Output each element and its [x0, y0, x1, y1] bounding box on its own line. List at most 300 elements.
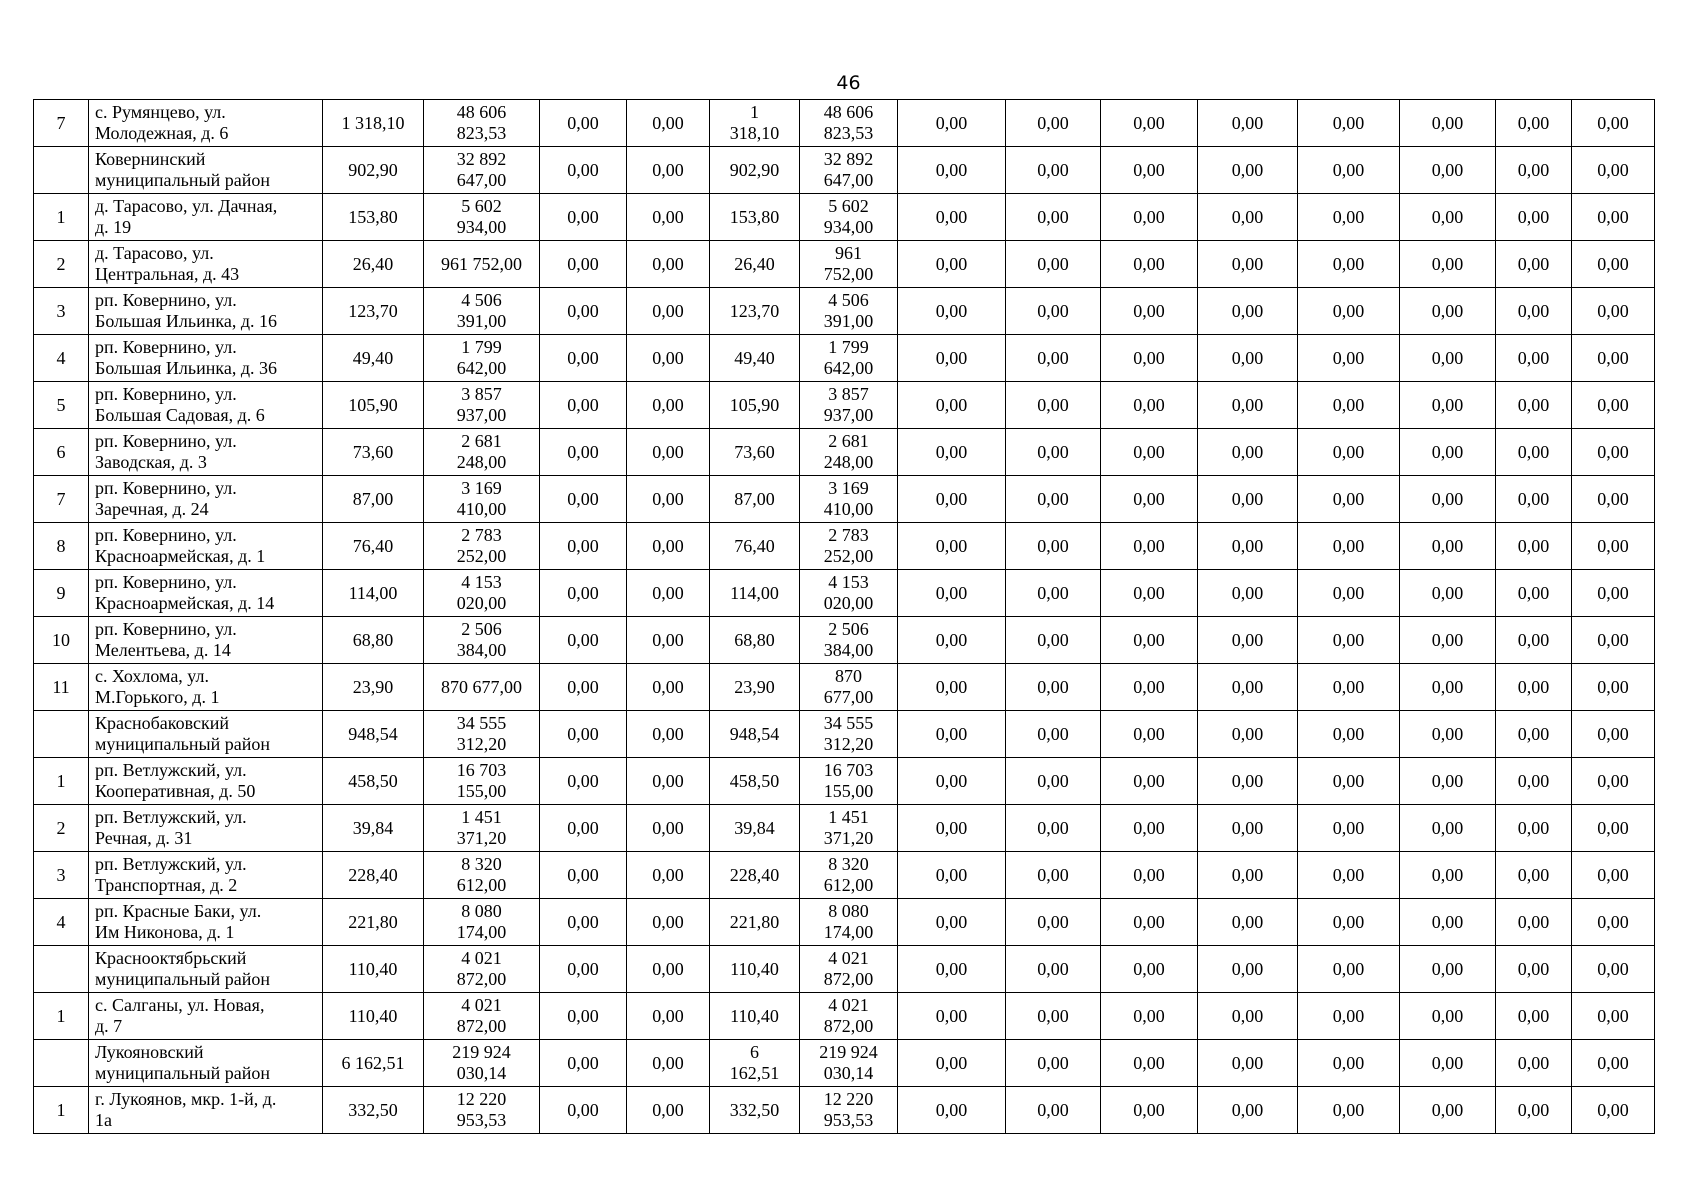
cell-line: 4 153	[828, 572, 869, 592]
address-cell	[89, 617, 323, 664]
cell-line: 12 220	[456, 1089, 507, 1109]
value-cell: 0,00	[1400, 852, 1496, 899]
cell-line: 020,00	[456, 593, 507, 613]
value-cell: 0,00	[540, 523, 627, 570]
cell-line: 73,60	[352, 441, 394, 462]
cell-line: 155,00	[823, 781, 874, 801]
area-cell	[710, 758, 800, 805]
cell-line: 248,00	[456, 452, 507, 472]
value-cell: 0,00	[1298, 899, 1400, 946]
value-cell: 0,00	[1572, 664, 1655, 711]
cell-line: 384,00	[823, 640, 874, 660]
value-cell: 0,00	[1400, 899, 1496, 946]
cell-line: рп. Ветлужский, ул.	[95, 854, 247, 874]
address-cell	[89, 664, 323, 711]
cell-line: 391,00	[823, 311, 874, 331]
value-cell: 0,00	[1496, 758, 1572, 805]
value-cell: 0,00	[898, 1087, 1006, 1134]
cell-line: с. Румянцево, ул.	[95, 102, 226, 122]
cost-cell	[800, 758, 898, 805]
value-cell: 0,00	[1298, 1040, 1400, 1087]
value-cell: 0,00	[1101, 570, 1198, 617]
value-cell: 0,00	[1198, 711, 1298, 758]
value-cell: 0,00	[540, 805, 627, 852]
row-number-cell: 6	[34, 429, 89, 476]
value-cell: 0,00	[898, 993, 1006, 1040]
address-cell	[89, 993, 323, 1040]
value-cell: 0,00	[1496, 899, 1572, 946]
cell-line: 458,50	[729, 770, 780, 791]
row-number-cell: 4	[34, 899, 89, 946]
table-row	[34, 758, 1655, 805]
cell-line: 872,00	[823, 969, 874, 989]
area-cell	[323, 476, 424, 523]
area-cell	[323, 570, 424, 617]
value-cell: 0,00	[540, 993, 627, 1040]
table-row	[34, 664, 1655, 711]
table-row	[34, 147, 1655, 194]
row-number-cell: 2	[34, 805, 89, 852]
cell-line: 252,00	[456, 546, 507, 566]
cell-line: г. Лукоянов, мкр. 1-й, д.	[95, 1089, 277, 1109]
cost-cell	[424, 664, 540, 711]
area-cell	[323, 523, 424, 570]
value-cell: 0,00	[1198, 852, 1298, 899]
cell-line: 312,20	[456, 734, 507, 754]
address-cell	[89, 147, 323, 194]
value-cell: 0,00	[1496, 993, 1572, 1040]
cell-line: 16 703	[823, 760, 874, 780]
value-cell: 0,00	[898, 899, 1006, 946]
cell-line: 1 799	[461, 337, 502, 357]
data-table	[33, 99, 1655, 1134]
value-cell: 0,00	[898, 946, 1006, 993]
cell-line: 4 021	[828, 995, 869, 1015]
row-number-cell: 5	[34, 382, 89, 429]
cell-line: 2 681	[461, 431, 502, 451]
value-cell: 0,00	[1572, 100, 1655, 147]
value-cell: 0,00	[627, 476, 710, 523]
cell-line: 39,84	[734, 817, 775, 838]
value-cell: 0,00	[1298, 664, 1400, 711]
value-cell: 0,00	[540, 758, 627, 805]
cost-cell	[800, 664, 898, 711]
row-number-cell: 7	[34, 476, 89, 523]
value-cell: 0,00	[540, 147, 627, 194]
value-cell: 0,00	[540, 288, 627, 335]
cell-line: 612,00	[823, 875, 874, 895]
cell-line: рп. Ветлужский, ул.	[95, 760, 247, 780]
value-cell: 0,00	[1572, 852, 1655, 899]
value-cell: 0,00	[1101, 946, 1198, 993]
cell-line: 153,80	[729, 206, 780, 227]
area-cell	[323, 429, 424, 476]
cost-cell	[424, 993, 540, 1040]
value-cell: 0,00	[1572, 147, 1655, 194]
table-row	[34, 570, 1655, 617]
value-cell: 0,00	[1101, 194, 1198, 241]
row-number-cell: 1	[34, 758, 89, 805]
cell-line: 332,50	[348, 1099, 398, 1120]
value-cell: 0,00	[627, 1087, 710, 1134]
cell-line: 105,90	[729, 394, 780, 415]
value-cell: 0,00	[898, 523, 1006, 570]
cell-line: 937,00	[456, 405, 507, 425]
value-cell: 0,00	[1400, 100, 1496, 147]
value-cell: 0,00	[1400, 1040, 1496, 1087]
cell-line: 2 783	[828, 525, 869, 545]
value-cell: 0,00	[1298, 335, 1400, 382]
area-cell	[710, 1040, 800, 1087]
cell-line: 162,51	[729, 1063, 780, 1083]
value-cell: 0,00	[1572, 1040, 1655, 1087]
area-cell	[323, 993, 424, 1040]
value-cell: 0,00	[1006, 664, 1101, 711]
value-cell: 0,00	[627, 335, 710, 382]
value-cell: 0,00	[898, 711, 1006, 758]
value-cell: 0,00	[1496, 523, 1572, 570]
cost-cell	[424, 852, 540, 899]
value-cell: 0,00	[540, 335, 627, 382]
cell-line: 114,00	[348, 582, 398, 603]
row-number-cell: 1	[34, 1087, 89, 1134]
cost-cell	[800, 1087, 898, 1134]
cell-line: М.Горького, д. 1	[95, 687, 220, 707]
cell-line: 123,70	[729, 300, 780, 321]
table-row	[34, 993, 1655, 1040]
cost-cell	[424, 1040, 540, 1087]
cell-line: 020,00	[823, 593, 874, 613]
value-cell: 0,00	[898, 758, 1006, 805]
cell-line: Мелентьева, д. 14	[95, 640, 231, 660]
cell-line: рп. Ковернино, ул.	[95, 525, 237, 545]
table-row	[34, 476, 1655, 523]
value-cell: 0,00	[1006, 523, 1101, 570]
value-cell: 0,00	[627, 993, 710, 1040]
value-cell: 0,00	[1572, 946, 1655, 993]
value-cell: 0,00	[1198, 617, 1298, 664]
value-cell: 0,00	[1006, 711, 1101, 758]
value-cell: 0,00	[1198, 429, 1298, 476]
value-cell: 0,00	[1198, 523, 1298, 570]
row-number-cell: 3	[34, 852, 89, 899]
value-cell: 0,00	[1101, 429, 1198, 476]
cell-line: 123,70	[348, 300, 398, 321]
area-cell	[710, 429, 800, 476]
cost-cell	[424, 570, 540, 617]
address-cell	[89, 476, 323, 523]
cell-line: Центральная, д. 43	[95, 264, 240, 284]
address-cell	[89, 335, 323, 382]
row-number-cell: 2	[34, 241, 89, 288]
cell-line: рп. Ковернино, ул.	[95, 478, 237, 498]
cell-line: Молодежная, д. 6	[95, 123, 229, 143]
area-cell	[323, 241, 424, 288]
area-cell	[710, 1087, 800, 1134]
cell-line: Заречная, д. 24	[95, 499, 209, 519]
cell-line: рп. Ветлужский, ул.	[95, 807, 247, 827]
cost-cell	[424, 476, 540, 523]
cell-line: 4 153	[461, 572, 502, 592]
cost-cell	[800, 241, 898, 288]
value-cell: 0,00	[1572, 335, 1655, 382]
value-cell: 0,00	[1298, 617, 1400, 664]
value-cell: 0,00	[1198, 993, 1298, 1040]
cell-line: 4 021	[828, 948, 869, 968]
value-cell: 0,00	[540, 429, 627, 476]
address-cell	[89, 1040, 323, 1087]
cell-line: 872,00	[823, 1016, 874, 1036]
cell-line: 68,80	[352, 629, 394, 650]
value-cell: 0,00	[540, 1087, 627, 1134]
cell-line: 228,40	[729, 864, 780, 885]
cell-line: 23,90	[352, 676, 394, 697]
value-cell: 0,00	[1298, 993, 1400, 1040]
cell-line: Краснобаковский	[95, 713, 229, 733]
cost-cell	[800, 335, 898, 382]
cell-line: 32 892	[823, 149, 874, 169]
row-number-cell: 4	[34, 335, 89, 382]
value-cell: 0,00	[1101, 1040, 1198, 1087]
cell-line: 2 506	[828, 619, 869, 639]
cell-line: 823,53	[823, 123, 874, 143]
value-cell: 0,00	[627, 899, 710, 946]
value-cell: 0,00	[1496, 194, 1572, 241]
value-cell: 0,00	[1298, 1087, 1400, 1134]
area-cell	[710, 664, 800, 711]
cost-cell	[800, 852, 898, 899]
value-cell: 0,00	[898, 852, 1006, 899]
area-cell	[323, 711, 424, 758]
value-cell: 0,00	[1496, 335, 1572, 382]
cell-line: 458,50	[348, 770, 398, 791]
cost-cell	[424, 523, 540, 570]
cell-line: 8 320	[461, 854, 502, 874]
value-cell: 0,00	[1496, 570, 1572, 617]
cell-line: 647,00	[456, 170, 507, 190]
cell-line: 953,53	[456, 1110, 507, 1130]
cell-line: 76,40	[734, 535, 775, 556]
value-cell: 0,00	[1198, 335, 1298, 382]
cell-line: 961 752,00	[441, 253, 522, 274]
cell-line: 642,00	[823, 358, 874, 378]
area-cell	[710, 523, 800, 570]
value-cell: 0,00	[1006, 1087, 1101, 1134]
cell-line: 3 169	[461, 478, 502, 498]
cell-line: Большая Садовая, д. 6	[95, 405, 265, 425]
value-cell: 0,00	[1400, 946, 1496, 993]
row-number-cell	[34, 1040, 89, 1087]
value-cell: 0,00	[1298, 523, 1400, 570]
value-cell: 0,00	[540, 617, 627, 664]
value-cell: 0,00	[1006, 758, 1101, 805]
cell-line: 823,53	[456, 123, 507, 143]
cost-cell	[424, 194, 540, 241]
cell-line: 030,14	[456, 1063, 507, 1083]
cost-cell	[424, 946, 540, 993]
cost-cell	[800, 288, 898, 335]
cell-line: 4 021	[461, 948, 502, 968]
cell-line: муниципальный район	[95, 170, 271, 190]
table-row	[34, 946, 1655, 993]
area-cell	[710, 805, 800, 852]
cell-line: 3 857	[828, 384, 869, 404]
value-cell: 0,00	[1298, 758, 1400, 805]
cell-line: 4 506	[828, 290, 869, 310]
cell-line: 371,20	[456, 828, 507, 848]
cell-line: 110,40	[730, 1005, 779, 1026]
cell-line: Большая Ильинка, д. 36	[95, 358, 277, 378]
table-body	[34, 100, 1655, 1134]
cell-line: Лукояновский	[95, 1042, 204, 1062]
value-cell: 0,00	[1006, 476, 1101, 523]
value-cell: 0,00	[1400, 476, 1496, 523]
cell-line: 934,00	[823, 217, 874, 237]
address-cell	[89, 523, 323, 570]
value-cell: 0,00	[898, 288, 1006, 335]
value-cell: 0,00	[540, 711, 627, 758]
cost-cell	[424, 805, 540, 852]
value-cell: 0,00	[1101, 476, 1198, 523]
cell-line: Красноармейская, д. 1	[95, 546, 266, 566]
value-cell: 0,00	[1572, 805, 1655, 852]
value-cell: 0,00	[540, 382, 627, 429]
value-cell: 0,00	[898, 617, 1006, 664]
value-cell: 0,00	[1198, 570, 1298, 617]
value-cell: 0,00	[1006, 617, 1101, 664]
value-cell: 0,00	[1198, 100, 1298, 147]
area-cell	[323, 147, 424, 194]
value-cell: 0,00	[898, 241, 1006, 288]
value-cell: 0,00	[540, 946, 627, 993]
row-number-cell: 9	[34, 570, 89, 617]
table-row	[34, 288, 1655, 335]
area-cell	[323, 899, 424, 946]
page-number: 46	[836, 72, 861, 94]
cell-line: 174,00	[456, 922, 507, 942]
address-cell	[89, 570, 323, 617]
value-cell: 0,00	[1006, 899, 1101, 946]
value-cell: 0,00	[1006, 1040, 1101, 1087]
cost-cell	[424, 758, 540, 805]
value-cell: 0,00	[1496, 805, 1572, 852]
cell-line: 1 451	[461, 807, 502, 827]
area-cell	[323, 852, 424, 899]
cell-line: 934,00	[456, 217, 507, 237]
value-cell: 0,00	[898, 429, 1006, 476]
value-cell: 0,00	[898, 570, 1006, 617]
row-number-cell: 8	[34, 523, 89, 570]
area-cell	[323, 100, 424, 147]
cell-line: 332,50	[729, 1099, 780, 1120]
table-row	[34, 335, 1655, 382]
cell-line: рп. Ковернино, ул.	[95, 337, 237, 357]
cell-line: 8 080	[828, 901, 869, 921]
cost-cell	[424, 711, 540, 758]
cell-line: Транспортная, д. 2	[95, 875, 238, 895]
area-cell	[710, 993, 800, 1040]
value-cell: 0,00	[1572, 382, 1655, 429]
cell-line: 2 783	[461, 525, 502, 545]
cell-line: 12 220	[823, 1089, 874, 1109]
cell-line: 371,20	[823, 828, 874, 848]
value-cell: 0,00	[540, 664, 627, 711]
cost-cell	[800, 523, 898, 570]
cost-cell	[424, 241, 540, 288]
value-cell: 0,00	[1496, 476, 1572, 523]
table-row	[34, 523, 1655, 570]
table-row	[34, 382, 1655, 429]
table-row	[34, 852, 1655, 899]
cost-cell	[800, 100, 898, 147]
value-cell: 0,00	[1006, 288, 1101, 335]
cell-line: д. Тарасово, ул. Дачная,	[95, 196, 278, 216]
cell-line: 961	[835, 243, 862, 263]
cell-line: 1	[750, 102, 759, 122]
address-cell	[89, 382, 323, 429]
row-number-cell	[34, 147, 89, 194]
cost-cell	[800, 993, 898, 1040]
value-cell: 0,00	[1400, 429, 1496, 476]
cell-line: д. 7	[95, 1016, 123, 1036]
value-cell: 0,00	[627, 946, 710, 993]
cost-cell	[424, 100, 540, 147]
value-cell: 0,00	[1572, 194, 1655, 241]
cell-line: 948,54	[348, 723, 398, 744]
cell-line: 219 924	[452, 1042, 511, 1062]
value-cell: 0,00	[1006, 100, 1101, 147]
value-cell: 0,00	[627, 147, 710, 194]
cell-line: 902,90	[348, 159, 398, 180]
value-cell: 0,00	[1572, 476, 1655, 523]
cell-line: 870 677,00	[441, 676, 522, 697]
value-cell: 0,00	[1496, 147, 1572, 194]
table-row	[34, 100, 1655, 147]
cell-line: 902,90	[729, 159, 780, 180]
area-cell	[710, 241, 800, 288]
cell-line: рп. Ковернино, ул.	[95, 384, 237, 404]
cell-line: 48 606	[456, 102, 507, 122]
value-cell: 0,00	[540, 100, 627, 147]
area-cell	[323, 194, 424, 241]
value-cell: 0,00	[1496, 711, 1572, 758]
table-row	[34, 711, 1655, 758]
cell-line: 318,10	[729, 123, 780, 143]
value-cell: 0,00	[540, 852, 627, 899]
area-cell	[710, 570, 800, 617]
cost-cell	[800, 805, 898, 852]
cell-line: с. Салганы, ул. Новая,	[95, 995, 265, 1015]
value-cell: 0,00	[1298, 147, 1400, 194]
value-cell: 0,00	[627, 100, 710, 147]
cost-cell	[800, 382, 898, 429]
value-cell: 0,00	[1101, 711, 1198, 758]
cost-cell	[424, 429, 540, 476]
value-cell: 0,00	[627, 194, 710, 241]
cell-line: 3 169	[828, 478, 869, 498]
value-cell: 0,00	[627, 852, 710, 899]
table-row	[34, 241, 1655, 288]
cell-line: 647,00	[823, 170, 874, 190]
cell-line: 312,20	[823, 734, 874, 754]
cost-cell	[800, 1040, 898, 1087]
cost-cell	[424, 288, 540, 335]
cell-line: 48 606	[823, 102, 874, 122]
table-row	[34, 805, 1655, 852]
value-cell: 0,00	[1496, 1040, 1572, 1087]
value-cell: 0,00	[898, 194, 1006, 241]
value-cell: 0,00	[1496, 100, 1572, 147]
